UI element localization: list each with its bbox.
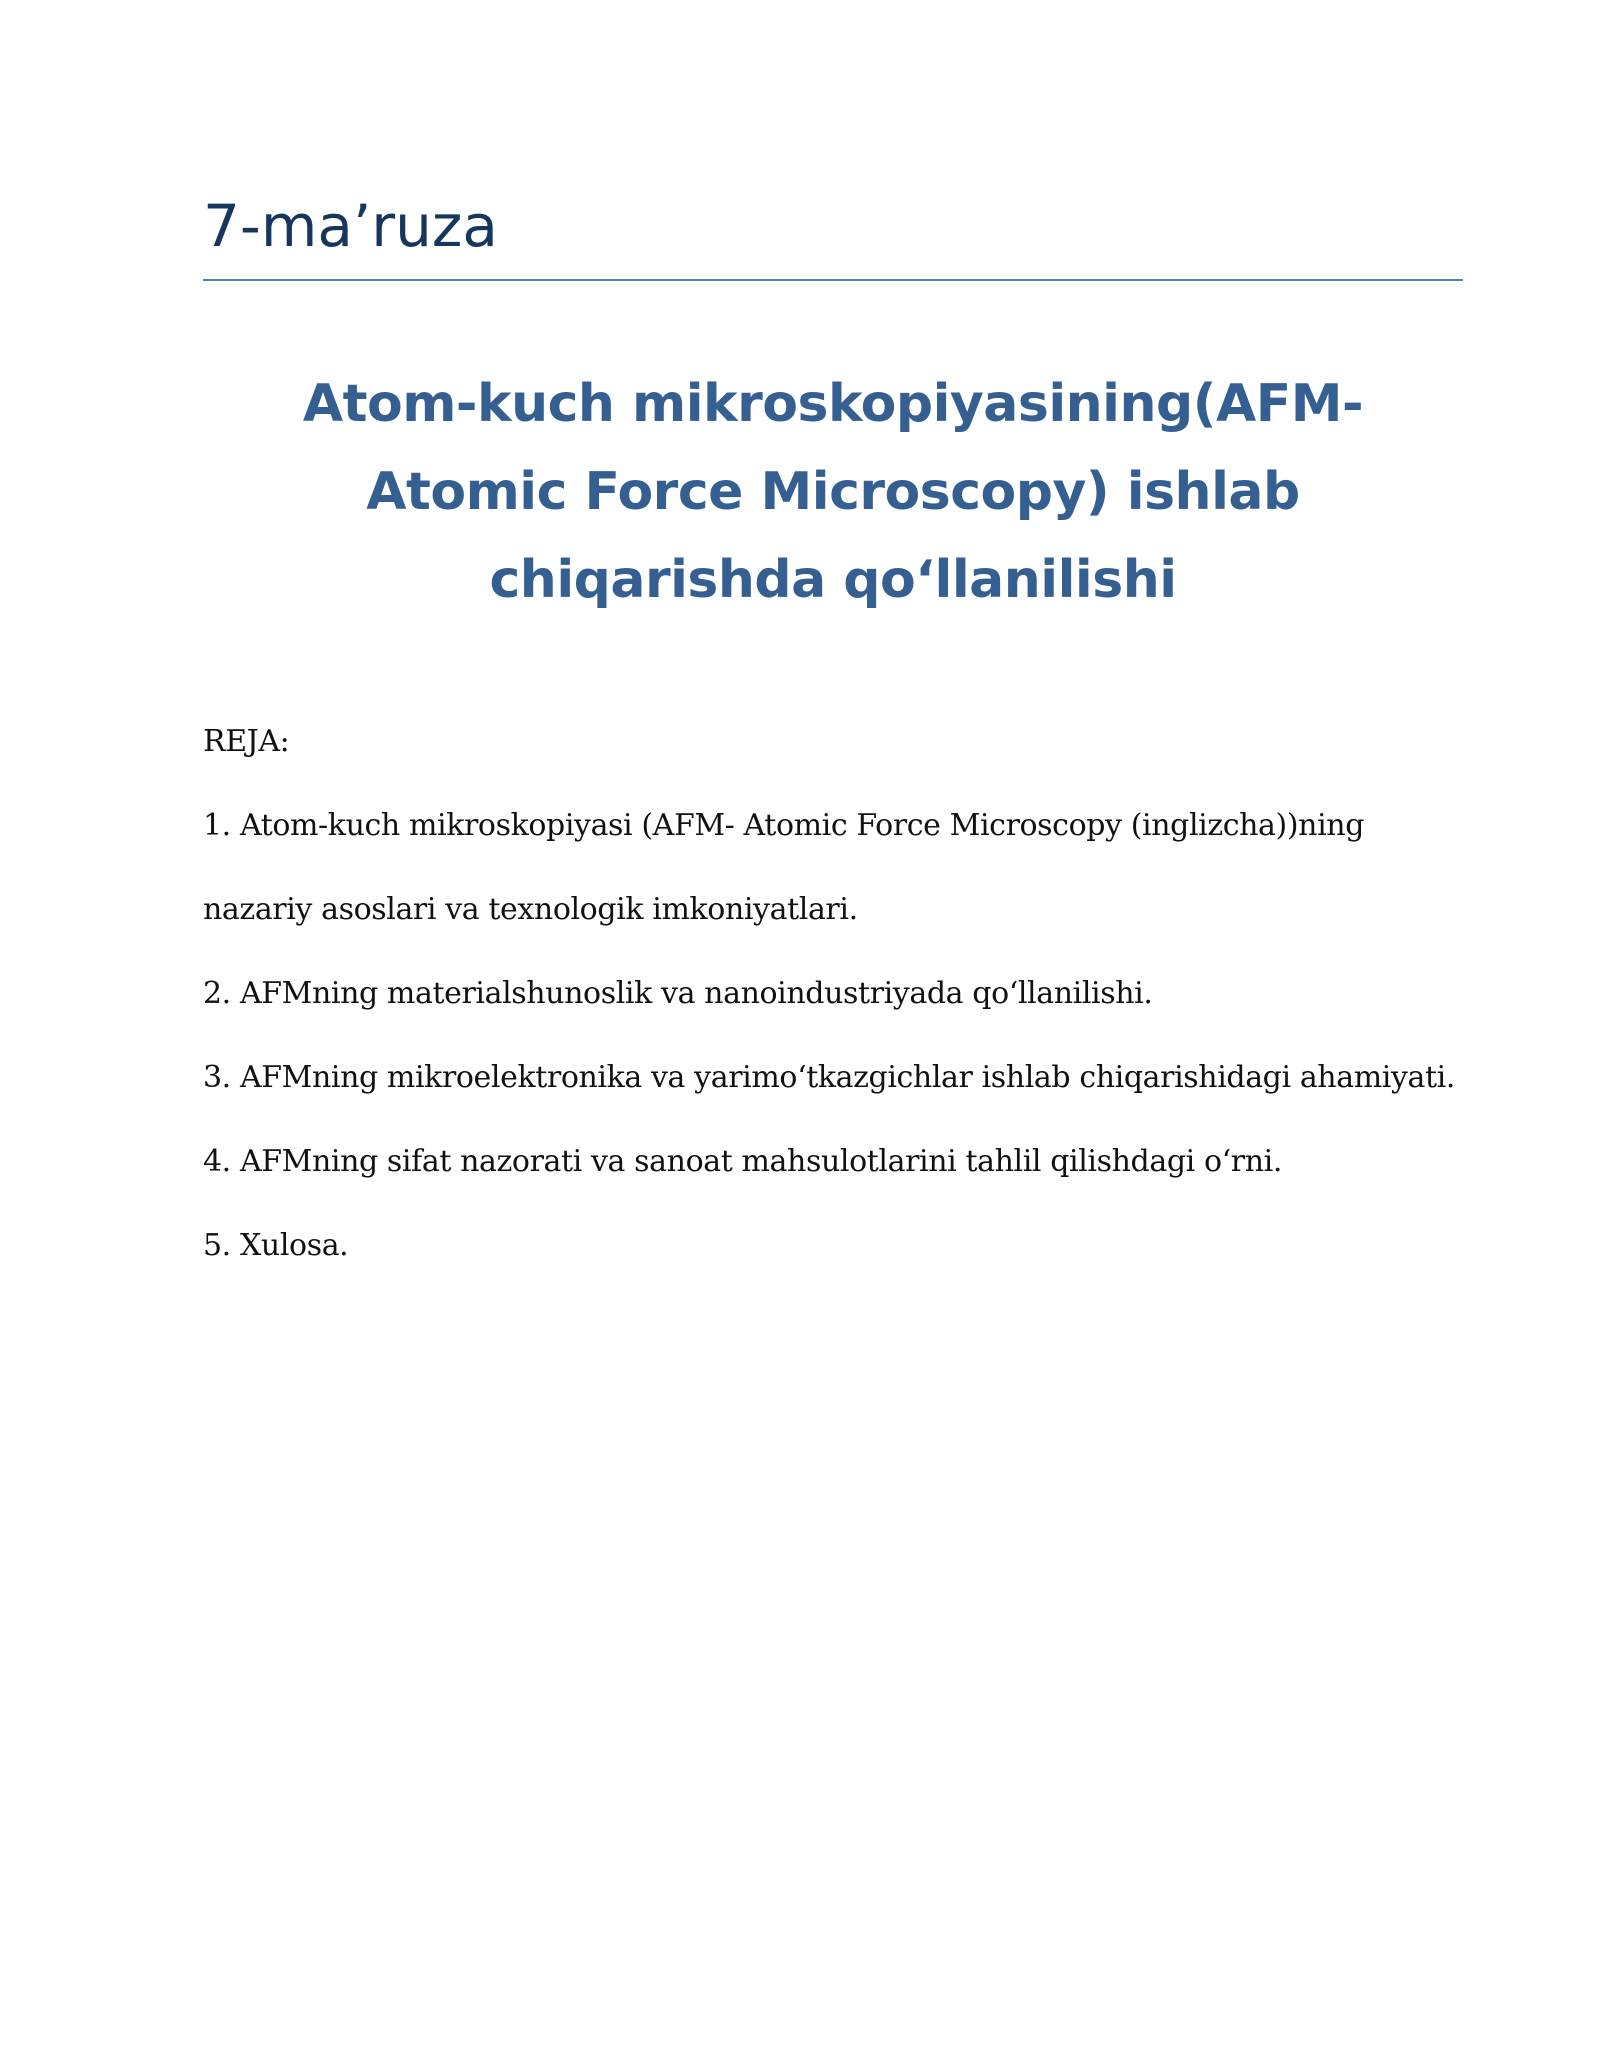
plan-item-5: 5. Xulosa. [203,1228,349,1263]
plan-item-2: 2. AFMning materialshunoslik va nanoindustriyada qo‘llanilishi. [203,976,1153,1011]
lecture-plan [203,700,1463,1288]
lecture-topic-heading: Atom-kuch mikroskopiyasining(AFM- Atomic Force Microscopy) ishlab chiqarishda qo‘llanilishi [302,374,1364,610]
plan-item-1: 1. Atom-kuch mikroskopiyasi (AFM- Atomic Force Microscopy (inglizcha))ning nazariy asoslari va texnologik imkoniyatlari. [203,808,1364,927]
plan-heading: REJA: [203,724,290,759]
plan-item-4: 4. AFMning sifat nazorati va sanoat mahsulotlarini tahlil qilishdagi o‘rni. [203,1144,1282,1179]
plan-item-3: 3. AFMning mikroelektronika va yarimo‘tkazgichlar ishlab chiqarishidagi ahamiyati. [203,1060,1455,1095]
title-underline-divider [203,279,1463,281]
lecture-number-title: 7-ma’ruza [203,192,498,260]
